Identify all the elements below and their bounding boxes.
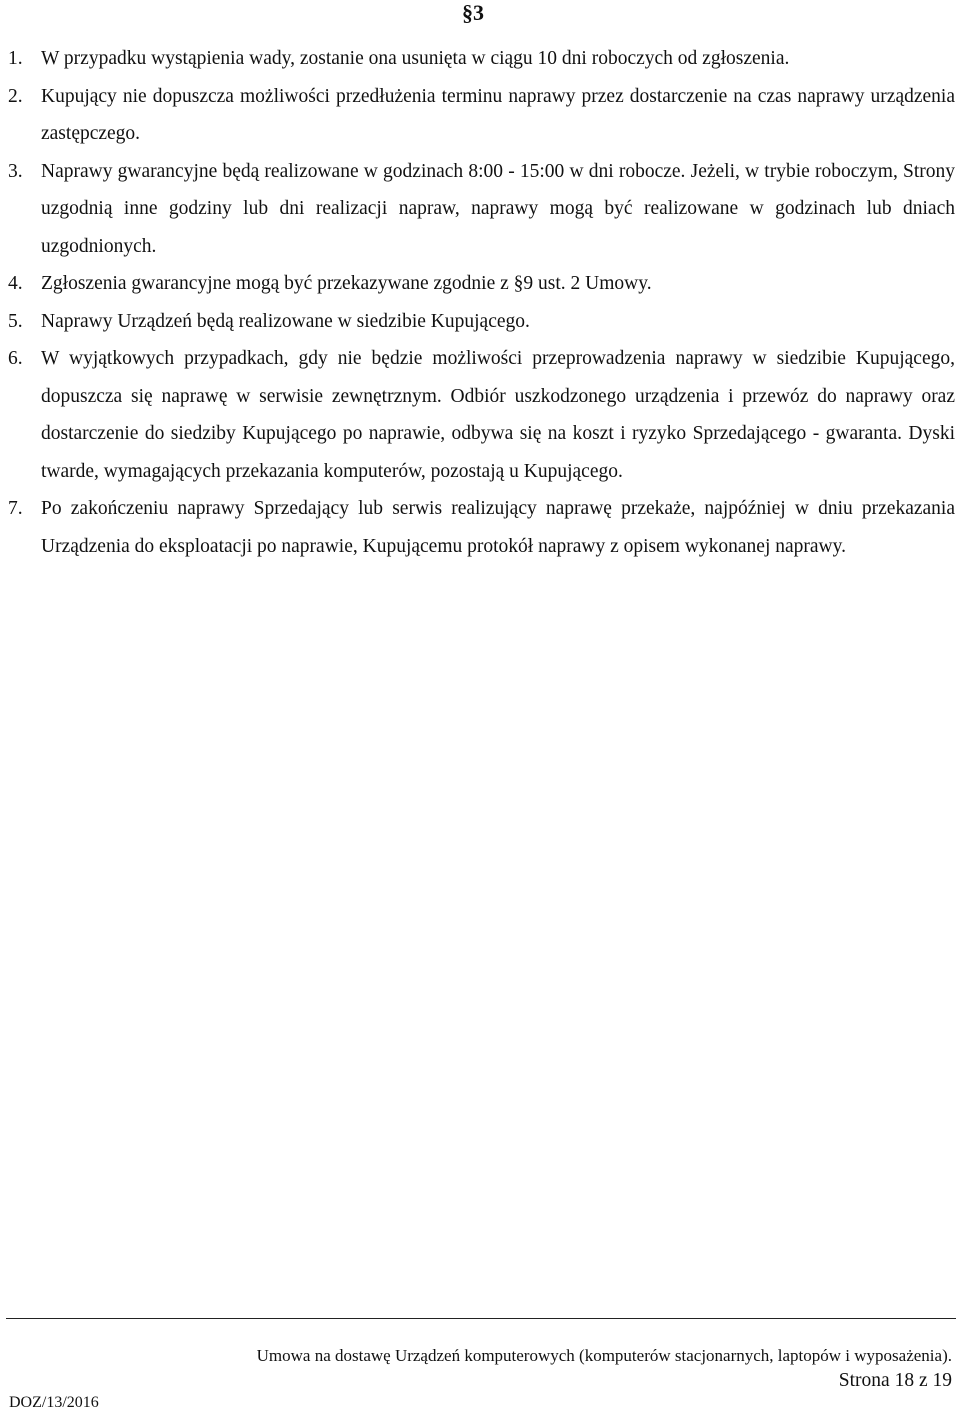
clause-text: Po zakończeniu naprawy Sprzedający lub serwis realizujący naprawę przekaże, najpóźniej w dniu przekazania Urządzenia do eksploatacji po naprawie, Kupującemu protokół naprawy z opisem wykonanej naprawy. [41, 498, 955, 557]
clause-list [0, 40, 955, 565]
clause-item [0, 490, 955, 565]
clause-item [0, 153, 955, 266]
clause-text: W wyjątkowych przypadkach, gdy nie będzie możliwości przeprowadzenia naprawy w siedzibie Kupującego, dopuszcza się naprawę w serwisie zewnętrznym. Odbiór uszkodzonego urządzenia i przewóz do naprawy oraz dostarczenie do siedziby Kupującego po naprawie, odbywa się na koszt i ryzyko Sprzedającego - gwaranta. Dyski twarde, wymagających przekazania komputerów, pozostają u Kupującego. [41, 348, 955, 482]
clause-text: Naprawy gwarancyjne będą realizowane w godzinach 8:00 - 15:00 w dni robocze. Jeżeli, w trybie roboczym, Strony uzgodnią inne godziny lub dni realizacji napraw, naprawy mogą być realizowane w godzinach lub dniach uzgodnionych. [41, 160, 955, 257]
clause-number: 5. [8, 310, 23, 332]
footer-reference-code: DOZ/13/2016 [9, 1394, 99, 1411]
clause-text: Zgłoszenia gwarancyjne mogą być przekazywane zgodnie z §9 ust. 2 Umowy. [41, 273, 652, 294]
clause-number: 2. [8, 85, 23, 107]
clause-text: W przypadku wystąpienia wady, zostanie ona usunięta w ciągu 10 dni roboczych od zgłoszenia. [41, 48, 790, 69]
clause-number: 7. [8, 498, 23, 519]
clause-number: 3. [8, 160, 23, 182]
clause-text: Kupujący nie dopuszcza możliwości przedłużenia terminu naprawy przez dostarczenie na czas naprawy urządzenia zastępczego. [41, 85, 955, 144]
clause-number: 1. [8, 48, 23, 69]
footer-contract-title: Umowa na dostawę Urządzeń komputerowych (komputerów stacjonarnych, laptopów i wyposażenia). [256, 1346, 952, 1365]
clause-text: Naprawy Urządzeń będą realizowane w siedzibie Kupującego. [41, 310, 530, 332]
clause-item [0, 78, 955, 153]
footer-divider [6, 1318, 956, 1319]
clause-item [0, 40, 955, 78]
section-heading: §3 [462, 0, 484, 25]
clause-number: 4. [8, 273, 23, 294]
clause-item [0, 303, 955, 341]
footer-page-number: Strona 18 z 19 [838, 1370, 952, 1391]
clause-item [0, 265, 955, 303]
clause-number: 6. [8, 348, 23, 369]
clause-item [0, 340, 955, 490]
